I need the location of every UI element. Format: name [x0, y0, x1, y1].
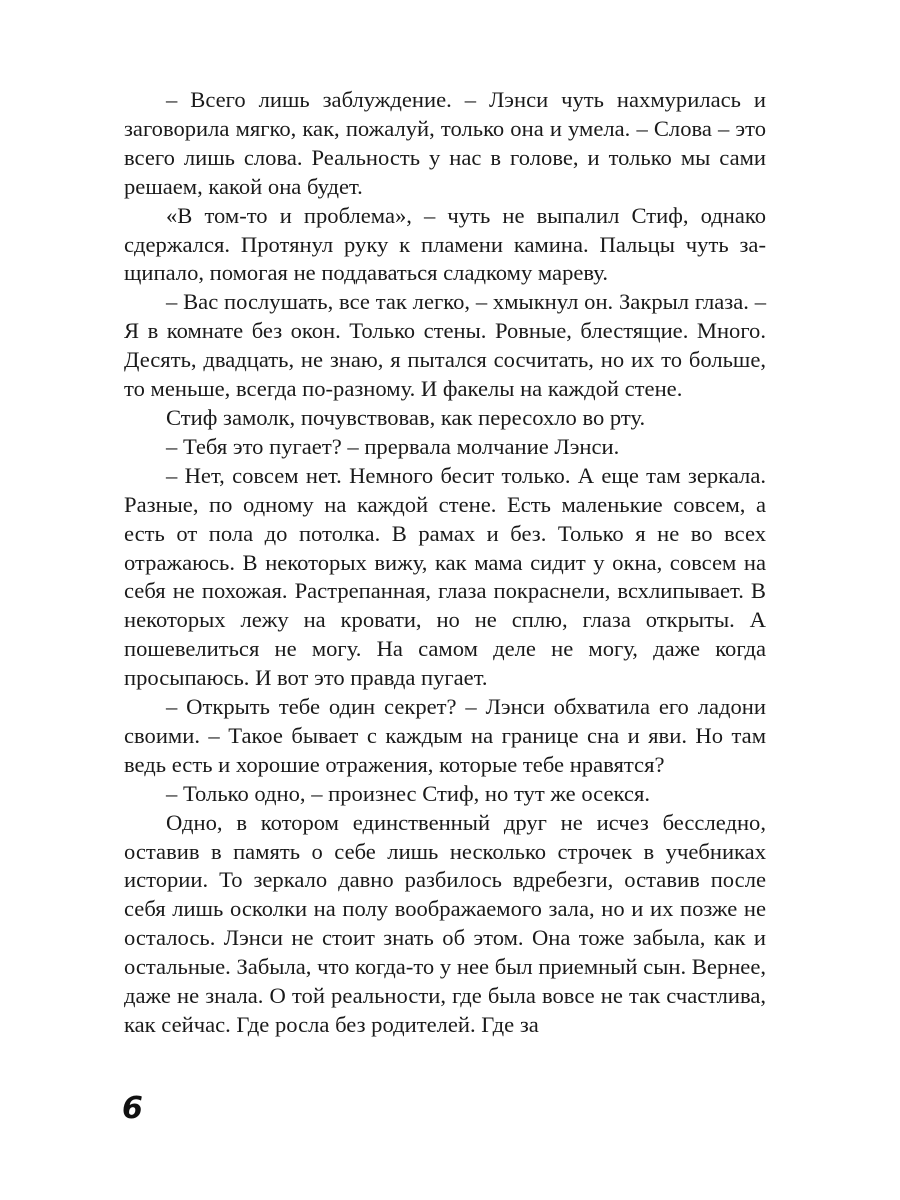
paragraph-9: Одно, в котором единственный друг не исчез бесследно, оставив в память о себе лишь несколько строчек в учебниках истории. То зеркало давно разбилось вдребезги, оставив после себя лишь осколки на полу воображаемого зала, но и их позже не осталось. Лэнси не стоит знать об этом. Она тоже забыла, как и остальные. Забыла, что когда-то у нее был приемный сын. Вернее, даже не знала. О той реальности, где была вовсе не так счастлива, как сейчас. Где росла без родителей. Где за	[124, 809, 766, 1037]
paragraph-3: – Вас послушать, все так легко, – хмыкнул он. Закрыл глаза. – Я в комнате без окон. Только стены. Ровные, блестящие. Много. Десять, двадцать, не знаю, я пытался сосчитать, но их то больше, то меньше, всегда по-разному. И факелы на каждой стене.	[124, 289, 766, 402]
paragraph-1: – Всего лишь заблуждение. – Лэнси чуть нахмурилась и заговорила мягко, как, пожалуй, только она и умела. – Слова – это всего лишь слова. Реальность у нас в голове, и только мы сами решаем, какой она будет.	[124, 87, 766, 199]
paragraph-4: Стиф замолк, почувствовав, как пересохло во рту.	[166, 404, 646, 430]
paragraph-5: – Тебя это пугает? – прервала молчание Лэнси.	[166, 433, 620, 459]
paragraph-7: – Открыть тебе один секрет? – Лэнси обхватила его ладони своими. – Такое бывает с каждым на границе сна и яви. Но там ведь есть и хорошие отражения, которые тебе нравятся?	[124, 694, 766, 777]
page-number: 6	[122, 1091, 143, 1126]
paragraph-8: – Только одно, – произнес Стиф, но тут же осекся.	[166, 780, 650, 806]
body-text	[124, 86, 766, 1040]
paragraph-6: – Нет, совсем нет. Немного бесит только. А еще там зеркала. Разные, по одному на каждой стене. Есть маленькие совсем, а есть от пола до потолка. В рамах и без. Только я не во всех отражаюсь. В некоторых вижу, как мама сидит у окна, совсем на себя не похожая. Растрепанная, глаза покраснели, всхлипывает. В некоторых лежу на кровати, но не сплю, глаза открыты. А пошевелиться не могу. На самом деле не могу, даже когда просыпаюсь. И вот это правда пугает.	[124, 462, 766, 691]
paragraph-2: «В том-то и проблема», – чуть не выпалил Стиф, однако сдержался. Протянул руку к пламени камина. Пальцы чуть защипало, помогая не поддаваться сладкому мареву.	[124, 202, 766, 286]
